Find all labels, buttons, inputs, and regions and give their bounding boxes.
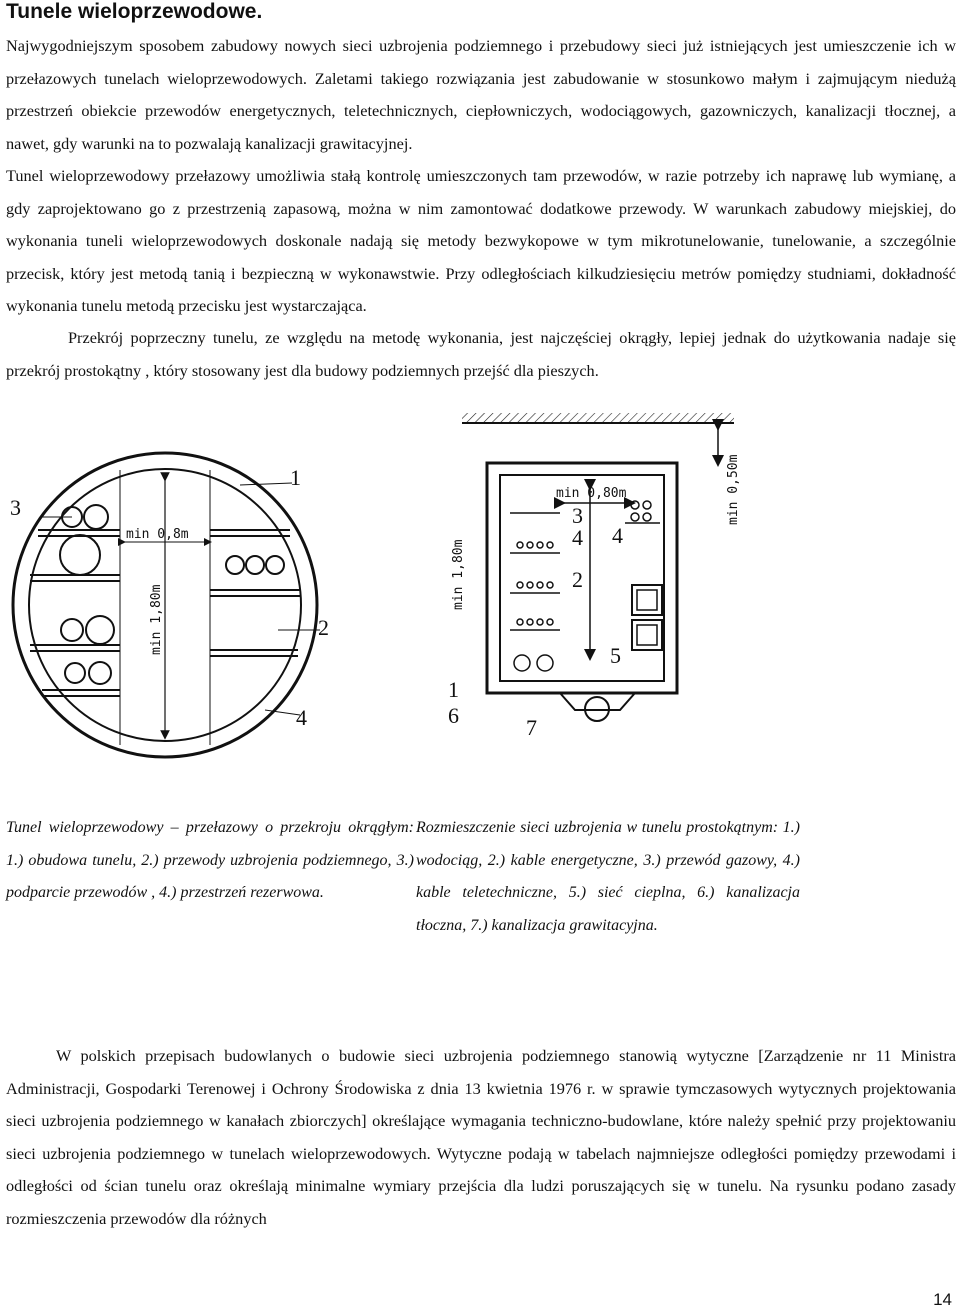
page-number: 14 (933, 1290, 952, 1309)
paragraph-intro: Najwygodniejszym sposobem zabudowy nowych sieci uzbrojenia podziemnego i przebudowy sieci już istniejących jest umieszczenie ich w przełazowych tunelach wieloprzewodowych. Zaletami takiego rozwiązania jest zabudowanie w stosunkowo małym i zajmującym niedużą przestrzeń obiekcie przewodów energetycznych, teletechnicznych, ciepłowniczych, wodociągowych, gazowniczych, kanalizacji tłocznej, a nawet, gdy warunki na to pozwalają kanalizacji grawitacyjnej. (6, 36, 956, 153)
label-2: 2 (318, 615, 329, 640)
tunnel-figures (0, 405, 960, 795)
page-title: Tunele wieloprzewodowe. (6, 0, 263, 23)
rect-label-5: 5 (610, 643, 621, 668)
rect-dim-height: min 1,80m (451, 539, 466, 610)
caption-rect: Rozmieszczenie sieci uzbrojenia w tunelu prostokątnym: 1.) wodociąg, 2.) kable energetyczne, 3.) przewód gazowy, 4.) kable teletechniczne, 5.) sieć cieplna, 6.) kanalizacja tłoczna, 7.) kanalizacja grawitacyjna. (416, 812, 800, 942)
rect-label-4b: 4 (612, 523, 623, 548)
dim-height: min 1,80m (149, 584, 164, 655)
rect-label-1: 1 (448, 677, 459, 702)
rect-label-4a: 4 (572, 525, 583, 550)
rect-label-7: 7 (526, 715, 537, 740)
rect-label-2: 2 (572, 567, 583, 592)
label-4: 4 (296, 705, 307, 730)
rect-dim-width: min 0,80m (556, 486, 627, 501)
caption-round: Tunel wieloprzewodowy – przełazowy o przekroju okrągłym: 1.) obudowa tunelu, 2.) przewody uzbrojenia podziemnego, 3.) podparcie przewodów , 4.) przestrzeń rezerwowa. (6, 819, 414, 901)
paragraph-cross-section: Przekrój poprzeczny tunelu, ze względu na metodę wykonania, jest najczęściej okrągły, lepiej jednak do użytkowania nadaje się przekrój prostokątny , który stosowany jest dla budowy podziemnych przejść dla pieszych. (6, 328, 956, 380)
dim-width: min 0,8m (126, 527, 189, 542)
round-tunnel-figure (10, 453, 329, 757)
rect-dim-cover: min 0,50m (726, 454, 741, 525)
rect-label-3: 3 (572, 503, 583, 528)
label-1: 1 (290, 465, 301, 490)
rect-tunnel-figure (448, 413, 741, 740)
paragraph-tunnel: Tunel wieloprzewodowy przełazowy umożliwia stałą kontrolę umieszczonych tam przewodów, w razie potrzeby ich naprawę lub wymianę, a gdy zaprojektowano go z przestrzenią zapasową, można w nim zamontować dodatkowe przewody. W warunkach zabudowy miejskiej, do wykonania tuneli wieloprzewodowych doskonale nadają się metody bezwykopowe w tym mikrotunelowanie, tunelowanie, a szczególnie przecisk, który jest metodą tanią i bezpieczną w wykonawstwie. Przy odległościach kilkudziesięciu metrów pomiędzy studniami, dokładność wykonania tunelu metodą przecisku jest wystarczająca. (6, 166, 956, 315)
label-3: 3 (10, 495, 21, 520)
paragraph-regulations: W polskich przepisach budowlanych o budowie sieci uzbrojenia podziemnego stanowią wytyczne [Zarządzenie nr 11 Ministra Administracji, Gospodarki Terenowej i Ochrony Środowiska z dnia 13 kwietnia 1976 r. w sprawie tymczasowych wytycznych projektowania sieci uzbrojenia podziemnego w kanałach zbiorczych] określające wymagania techniczno-budowlane, które należy spełnić przy projektowaniu sieci uzbrojenia podziemnego w tunelach wieloprzewodowych. Wytyczne podają w tabelach najmniejsze odległości pomiędzy przewodami i odległości od ścian tunelu oraz określają minimalne wymiary przejścia dla ludzi poruszających się w tunelu. Na rysunku podano zasady rozmieszczenia przewodów dla różnych (6, 1046, 956, 1228)
rect-label-6: 6 (448, 703, 459, 728)
